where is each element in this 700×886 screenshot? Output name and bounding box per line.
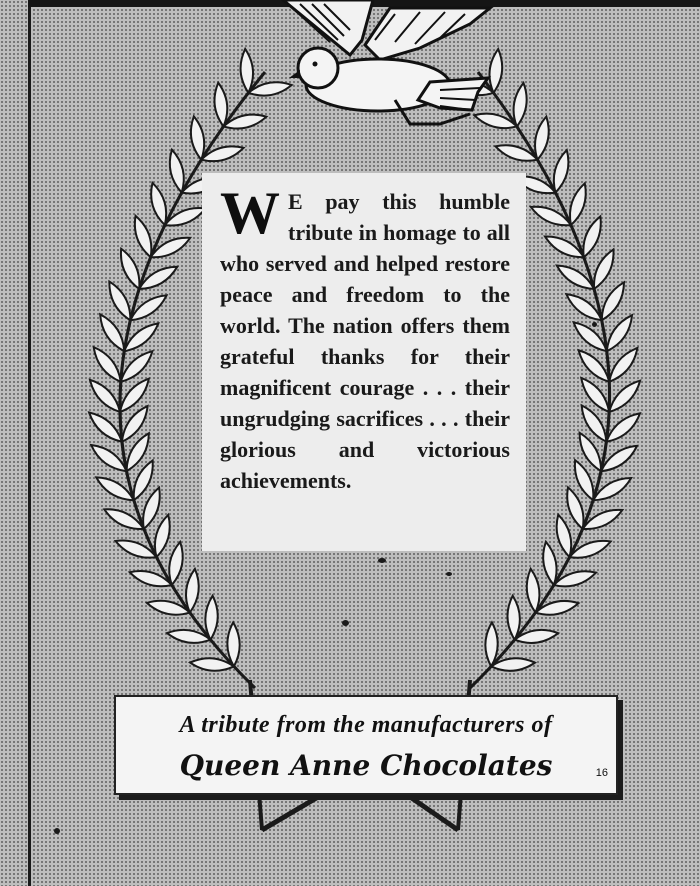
credit-line: A tribute from the manufacturers of [179,712,553,738]
laurel-leaf [146,597,192,619]
ink-speck [342,620,349,626]
page-number: 16 [595,767,608,779]
laurel-leaf [247,79,292,99]
laurel-leaf [589,247,619,292]
laurel-leaf [95,311,129,355]
laurel-leaf [104,279,136,324]
laurel-leaf [222,111,268,133]
ink-speck [446,572,452,576]
laurel-leaf [514,627,559,646]
brand-name: Queen Anne Chocolates [179,749,553,782]
laurel-leaf [166,627,211,646]
dove-icon [283,0,490,124]
tribute-body: E pay this humble tribute in homage to all who served and helped restore peace and freedom to the world. The nation offers them grateful thanks for their magnificent courage . . . their ungrudging sacrifices . . . their glorious and victorious achievements. [220,189,510,493]
laurel-leaf [602,312,637,355]
ink-speck [378,558,386,563]
laurel-leaf [473,109,519,132]
ink-speck [54,828,60,834]
laurel-leaf [534,597,580,618]
tribute-drop-cap: W [220,180,280,246]
laurel-leaf [596,279,629,323]
credit-box [114,695,618,795]
ink-speck [592,322,597,327]
tribute-message [220,180,510,496]
